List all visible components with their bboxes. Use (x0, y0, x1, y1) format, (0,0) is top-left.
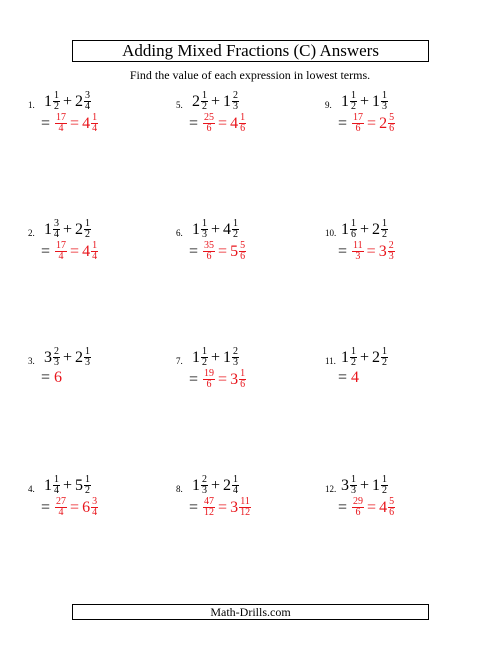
whole-part: 2 (379, 114, 388, 132)
problem-item (28, 347, 178, 407)
denominator: 12 (240, 507, 251, 518)
denominator: 4 (85, 101, 91, 112)
denominator: 6 (355, 507, 361, 518)
denominator: 6 (351, 229, 356, 240)
fraction-part (53, 91, 60, 112)
numerator: 1 (351, 90, 356, 101)
denominator: 3 (233, 357, 239, 368)
numerator: 3 (54, 218, 59, 229)
second-addend (223, 346, 239, 368)
problem-item (28, 475, 178, 535)
numerator: 1 (240, 112, 246, 123)
denominator: 6 (240, 379, 246, 390)
problem-expression (44, 347, 91, 368)
denominator: 4 (58, 507, 64, 518)
answer-line (338, 497, 395, 518)
improper-fraction (352, 497, 364, 518)
numerator: 1 (202, 218, 207, 229)
numerator: 47 (204, 496, 215, 507)
answer (202, 496, 251, 518)
denominator: 4 (54, 485, 59, 496)
fraction-part (91, 241, 98, 262)
fraction-part (239, 497, 251, 518)
problem-item (176, 475, 326, 535)
denominator: 6 (240, 251, 246, 262)
denominator: 2 (382, 485, 388, 496)
problem-number: 7. (176, 356, 183, 366)
improper-fraction (55, 241, 67, 262)
whole-part: 1 (223, 92, 232, 110)
denominator: 6 (355, 123, 361, 134)
numerator: 1 (85, 346, 91, 357)
whole-part: 5 (230, 242, 239, 260)
whole-part: 3 (230, 498, 239, 516)
numerator: 1 (92, 112, 98, 123)
problem-expression (44, 475, 91, 496)
fraction-part (350, 219, 357, 240)
improper-fraction (352, 113, 364, 134)
equals-sign: = (41, 114, 51, 132)
fraction-part (53, 475, 60, 496)
first-addend (192, 90, 208, 112)
whole-part: 1 (192, 348, 200, 366)
fraction-part (239, 241, 246, 262)
fraction-part (381, 347, 388, 368)
equals-sign: = (70, 114, 80, 132)
plus-sign: + (63, 348, 73, 366)
plus-sign: + (360, 348, 370, 366)
equals-sign: = (338, 369, 348, 387)
denominator: 4 (54, 229, 59, 240)
denominator: 3 (355, 251, 361, 262)
whole-part: 2 (75, 92, 84, 110)
second-addend (75, 474, 91, 496)
denominator: 2 (85, 485, 91, 496)
fraction-part (232, 347, 239, 368)
numerator: 1 (202, 90, 207, 101)
plus-sign: + (63, 476, 73, 494)
mixed-number (230, 112, 246, 134)
whole-part: 2 (192, 92, 200, 110)
second-addend (223, 218, 239, 240)
fraction-part (201, 475, 208, 496)
numerator: 2 (233, 346, 239, 357)
denominator: 2 (351, 357, 356, 368)
whole-part: 3 (230, 370, 239, 388)
equals-sign: = (367, 114, 377, 132)
answer (54, 496, 98, 518)
numerator: 1 (351, 474, 356, 485)
problem-item (325, 347, 475, 407)
equals-sign: = (70, 498, 80, 516)
equals-sign: = (189, 370, 199, 388)
numerator: 5 (240, 240, 246, 251)
plus-sign: + (63, 220, 73, 238)
answer-line (41, 369, 62, 387)
problem-item (28, 91, 178, 151)
equals-sign: = (41, 369, 51, 387)
fraction-part (239, 369, 246, 390)
problem-number: 9. (325, 100, 332, 110)
denominator: 4 (92, 251, 98, 262)
problem-item (176, 91, 326, 151)
problem-expression (341, 347, 388, 368)
whole-part: 4 (230, 114, 239, 132)
numerator: 1 (351, 218, 356, 229)
answer (351, 369, 359, 386)
problem-expression (192, 219, 239, 240)
answer-line (189, 113, 246, 134)
answer (54, 369, 62, 386)
numerator: 35 (204, 240, 215, 251)
denominator: 2 (233, 229, 239, 240)
denominator: 3 (85, 357, 91, 368)
plus-sign: + (211, 476, 221, 494)
improper-fraction (203, 113, 215, 134)
problem-item (28, 219, 178, 279)
numerator: 17 (56, 112, 67, 123)
numerator: 1 (85, 474, 91, 485)
problem-item (176, 219, 326, 279)
first-addend (341, 346, 357, 368)
denominator: 3 (202, 485, 207, 496)
first-addend (341, 218, 357, 240)
numerator: 2 (202, 474, 207, 485)
numerator: 1 (382, 218, 388, 229)
first-addend (341, 474, 357, 496)
fraction-part (201, 347, 208, 368)
answer (202, 240, 246, 262)
improper-fraction (203, 497, 215, 518)
denominator: 6 (206, 251, 212, 262)
denominator: 3 (202, 229, 207, 240)
fraction-part (350, 475, 357, 496)
whole-part: 1 (44, 220, 52, 238)
equals-sign: = (41, 242, 51, 260)
improper-fraction (203, 369, 215, 390)
answer-line (41, 241, 98, 262)
fraction-part (232, 219, 239, 240)
plus-sign: + (360, 220, 370, 238)
answer-whole: 4 (351, 369, 360, 387)
mixed-number (82, 112, 98, 134)
numerator: 5 (389, 112, 395, 123)
second-addend (75, 346, 91, 368)
numerator: 1 (233, 218, 239, 229)
denominator: 2 (382, 357, 388, 368)
numerator: 1 (85, 218, 91, 229)
denominator: 3 (54, 357, 59, 368)
denominator: 2 (202, 101, 207, 112)
answer-line (41, 113, 98, 134)
problem-expression (341, 91, 388, 112)
whole-part: 1 (192, 220, 200, 238)
plus-sign: + (63, 92, 73, 110)
mixed-number (379, 496, 395, 518)
denominator: 4 (233, 485, 239, 496)
equals-sign: = (218, 498, 228, 516)
denominator: 6 (389, 123, 395, 134)
answer-line (189, 369, 246, 390)
fraction-part (84, 91, 91, 112)
plus-sign: + (211, 92, 221, 110)
fraction-part (388, 241, 395, 262)
equals-sign: = (218, 370, 228, 388)
answer-line (338, 113, 395, 134)
mixed-number (230, 368, 246, 390)
answer (351, 496, 395, 518)
problem-item (325, 475, 475, 535)
plus-sign: + (211, 220, 221, 238)
plus-sign: + (360, 92, 370, 110)
numerator: 17 (353, 112, 364, 123)
whole-part: 4 (82, 242, 91, 260)
denominator: 6 (240, 123, 246, 134)
equals-sign: = (218, 114, 228, 132)
answer-whole: 6 (54, 369, 63, 387)
whole-part: 6 (82, 498, 91, 516)
whole-part: 4 (379, 498, 388, 516)
first-addend (44, 474, 60, 496)
whole-part: 1 (372, 92, 381, 110)
improper-fraction (55, 497, 67, 518)
worksheet-title: Adding Mixed Fractions (C) Answers (72, 40, 429, 62)
denominator: 2 (202, 357, 207, 368)
problem-number: 3. (28, 356, 35, 366)
whole-part: 2 (372, 348, 381, 366)
fraction-part (381, 91, 388, 112)
first-addend (192, 218, 208, 240)
fraction-part (84, 347, 91, 368)
problem-item (325, 219, 475, 279)
problem-number: 5. (176, 100, 183, 110)
denominator: 2 (382, 229, 388, 240)
whole-part: 1 (372, 476, 381, 494)
fraction-part (381, 219, 388, 240)
fraction-part (232, 475, 239, 496)
numerator: 2 (54, 346, 59, 357)
whole-part: 1 (223, 348, 232, 366)
fraction-part (388, 497, 395, 518)
equals-sign: = (189, 242, 199, 260)
numerator: 1 (240, 368, 246, 379)
numerator: 19 (204, 368, 215, 379)
problem-expression (44, 91, 91, 112)
first-addend (44, 218, 60, 240)
whole-part: 3 (341, 476, 349, 494)
denominator: 3 (388, 251, 394, 262)
answer (54, 112, 98, 134)
problem-expression (341, 219, 388, 240)
footer: Math-Drills.com (72, 604, 429, 620)
problem-number: 8. (176, 484, 183, 494)
whole-part: 2 (223, 476, 232, 494)
denominator: 2 (85, 229, 91, 240)
mixed-number (82, 240, 98, 262)
answer (54, 240, 98, 262)
mixed-number (230, 496, 251, 518)
numerator: 3 (85, 90, 91, 101)
fraction-part (201, 219, 208, 240)
whole-part: 2 (372, 220, 381, 238)
numerator: 1 (382, 474, 388, 485)
denominator: 4 (92, 123, 98, 134)
answer (202, 368, 246, 390)
equals-sign: = (41, 498, 51, 516)
first-addend (44, 346, 60, 368)
whole-part: 1 (44, 92, 52, 110)
numerator: 11 (353, 240, 363, 251)
numerator: 1 (92, 240, 98, 251)
numerator: 5 (389, 496, 395, 507)
equals-sign: = (189, 498, 199, 516)
problem-number: 6. (176, 228, 183, 238)
numerator: 11 (240, 496, 250, 507)
answer (351, 112, 395, 134)
problem-expression (44, 219, 91, 240)
fraction-part (91, 497, 98, 518)
first-addend (192, 346, 208, 368)
denominator: 4 (58, 251, 64, 262)
second-addend (372, 218, 388, 240)
fraction-part (91, 113, 98, 134)
answer-line (189, 497, 251, 518)
denominator: 6 (206, 379, 212, 390)
fraction-part (53, 219, 60, 240)
improper-fraction (203, 241, 215, 262)
numerator: 1 (54, 90, 59, 101)
numerator: 1 (202, 346, 207, 357)
problem-item (325, 91, 475, 151)
denominator: 4 (58, 123, 64, 134)
denominator: 6 (389, 507, 395, 518)
problem-number: 11. (325, 356, 336, 366)
equals-sign: = (366, 242, 376, 260)
problem-number: 12. (325, 484, 337, 494)
answer-line (338, 241, 395, 262)
fraction-part (239, 113, 246, 134)
mixed-number (379, 112, 395, 134)
numerator: 1 (382, 346, 388, 357)
numerator: 25 (204, 112, 215, 123)
denominator: 3 (382, 101, 388, 112)
fraction-part (350, 91, 357, 112)
answer-line (189, 241, 246, 262)
fraction-part (350, 347, 357, 368)
second-addend (372, 346, 388, 368)
problem-number: 10. (325, 228, 337, 238)
fraction-part (381, 475, 388, 496)
equals-sign: = (70, 242, 80, 260)
second-addend (75, 218, 91, 240)
denominator: 4 (92, 507, 98, 518)
fraction-part (201, 91, 208, 112)
denominator: 6 (206, 123, 212, 134)
plus-sign: + (360, 476, 370, 494)
fraction-part (388, 113, 395, 134)
whole-part: 2 (75, 348, 84, 366)
whole-part: 4 (223, 220, 232, 238)
whole-part: 2 (75, 220, 84, 238)
problem-number: 4. (28, 484, 35, 494)
instructions: Find the value of each expression in lowest terms. (129, 68, 371, 82)
mixed-number (230, 240, 246, 262)
equals-sign: = (189, 114, 199, 132)
denominator: 2 (351, 101, 356, 112)
problem-item (176, 347, 326, 407)
fraction-part (84, 219, 91, 240)
answer-line (41, 497, 98, 518)
answer-line (338, 369, 359, 387)
numerator: 1 (233, 474, 239, 485)
equals-sign: = (338, 498, 348, 516)
whole-part: 1 (44, 476, 52, 494)
equals-sign: = (338, 242, 348, 260)
denominator: 2 (54, 101, 59, 112)
numerator: 3 (92, 496, 98, 507)
improper-fraction (352, 241, 364, 262)
problem-number: 2. (28, 228, 35, 238)
denominator: 12 (204, 507, 215, 518)
second-addend (223, 90, 239, 112)
second-addend (372, 474, 388, 496)
problem-expression (192, 347, 239, 368)
fraction-part (84, 475, 91, 496)
whole-part: 4 (82, 114, 91, 132)
first-addend (192, 474, 208, 496)
equals-sign: = (338, 114, 348, 132)
whole-part: 1 (192, 476, 200, 494)
answer (351, 240, 395, 262)
whole-part: 3 (378, 242, 387, 260)
problem-expression (192, 475, 239, 496)
improper-fraction (55, 113, 67, 134)
second-addend (75, 90, 91, 112)
numerator: 27 (56, 496, 67, 507)
problem-expression (192, 91, 239, 112)
plus-sign: + (211, 348, 221, 366)
denominator: 3 (351, 485, 356, 496)
numerator: 17 (56, 240, 67, 251)
equals-sign: = (218, 242, 228, 260)
second-addend (223, 474, 239, 496)
problem-expression (341, 475, 388, 496)
numerator: 2 (388, 240, 394, 251)
fraction-part (232, 91, 239, 112)
numerator: 29 (353, 496, 364, 507)
mixed-number (378, 240, 395, 262)
denominator: 3 (233, 101, 239, 112)
numerator: 1 (382, 90, 388, 101)
whole-part: 3 (44, 348, 52, 366)
whole-part: 5 (75, 476, 84, 494)
answer (202, 112, 246, 134)
numerator: 1 (351, 346, 356, 357)
numerator: 2 (233, 90, 239, 101)
whole-part: 1 (341, 220, 349, 238)
problem-number: 1. (28, 100, 35, 110)
equals-sign: = (367, 498, 377, 516)
second-addend (372, 90, 388, 112)
fraction-part (53, 347, 60, 368)
whole-part: 1 (341, 348, 349, 366)
whole-part: 1 (341, 92, 349, 110)
mixed-number (82, 496, 98, 518)
first-addend (341, 90, 357, 112)
numerator: 1 (54, 474, 59, 485)
first-addend (44, 90, 60, 112)
